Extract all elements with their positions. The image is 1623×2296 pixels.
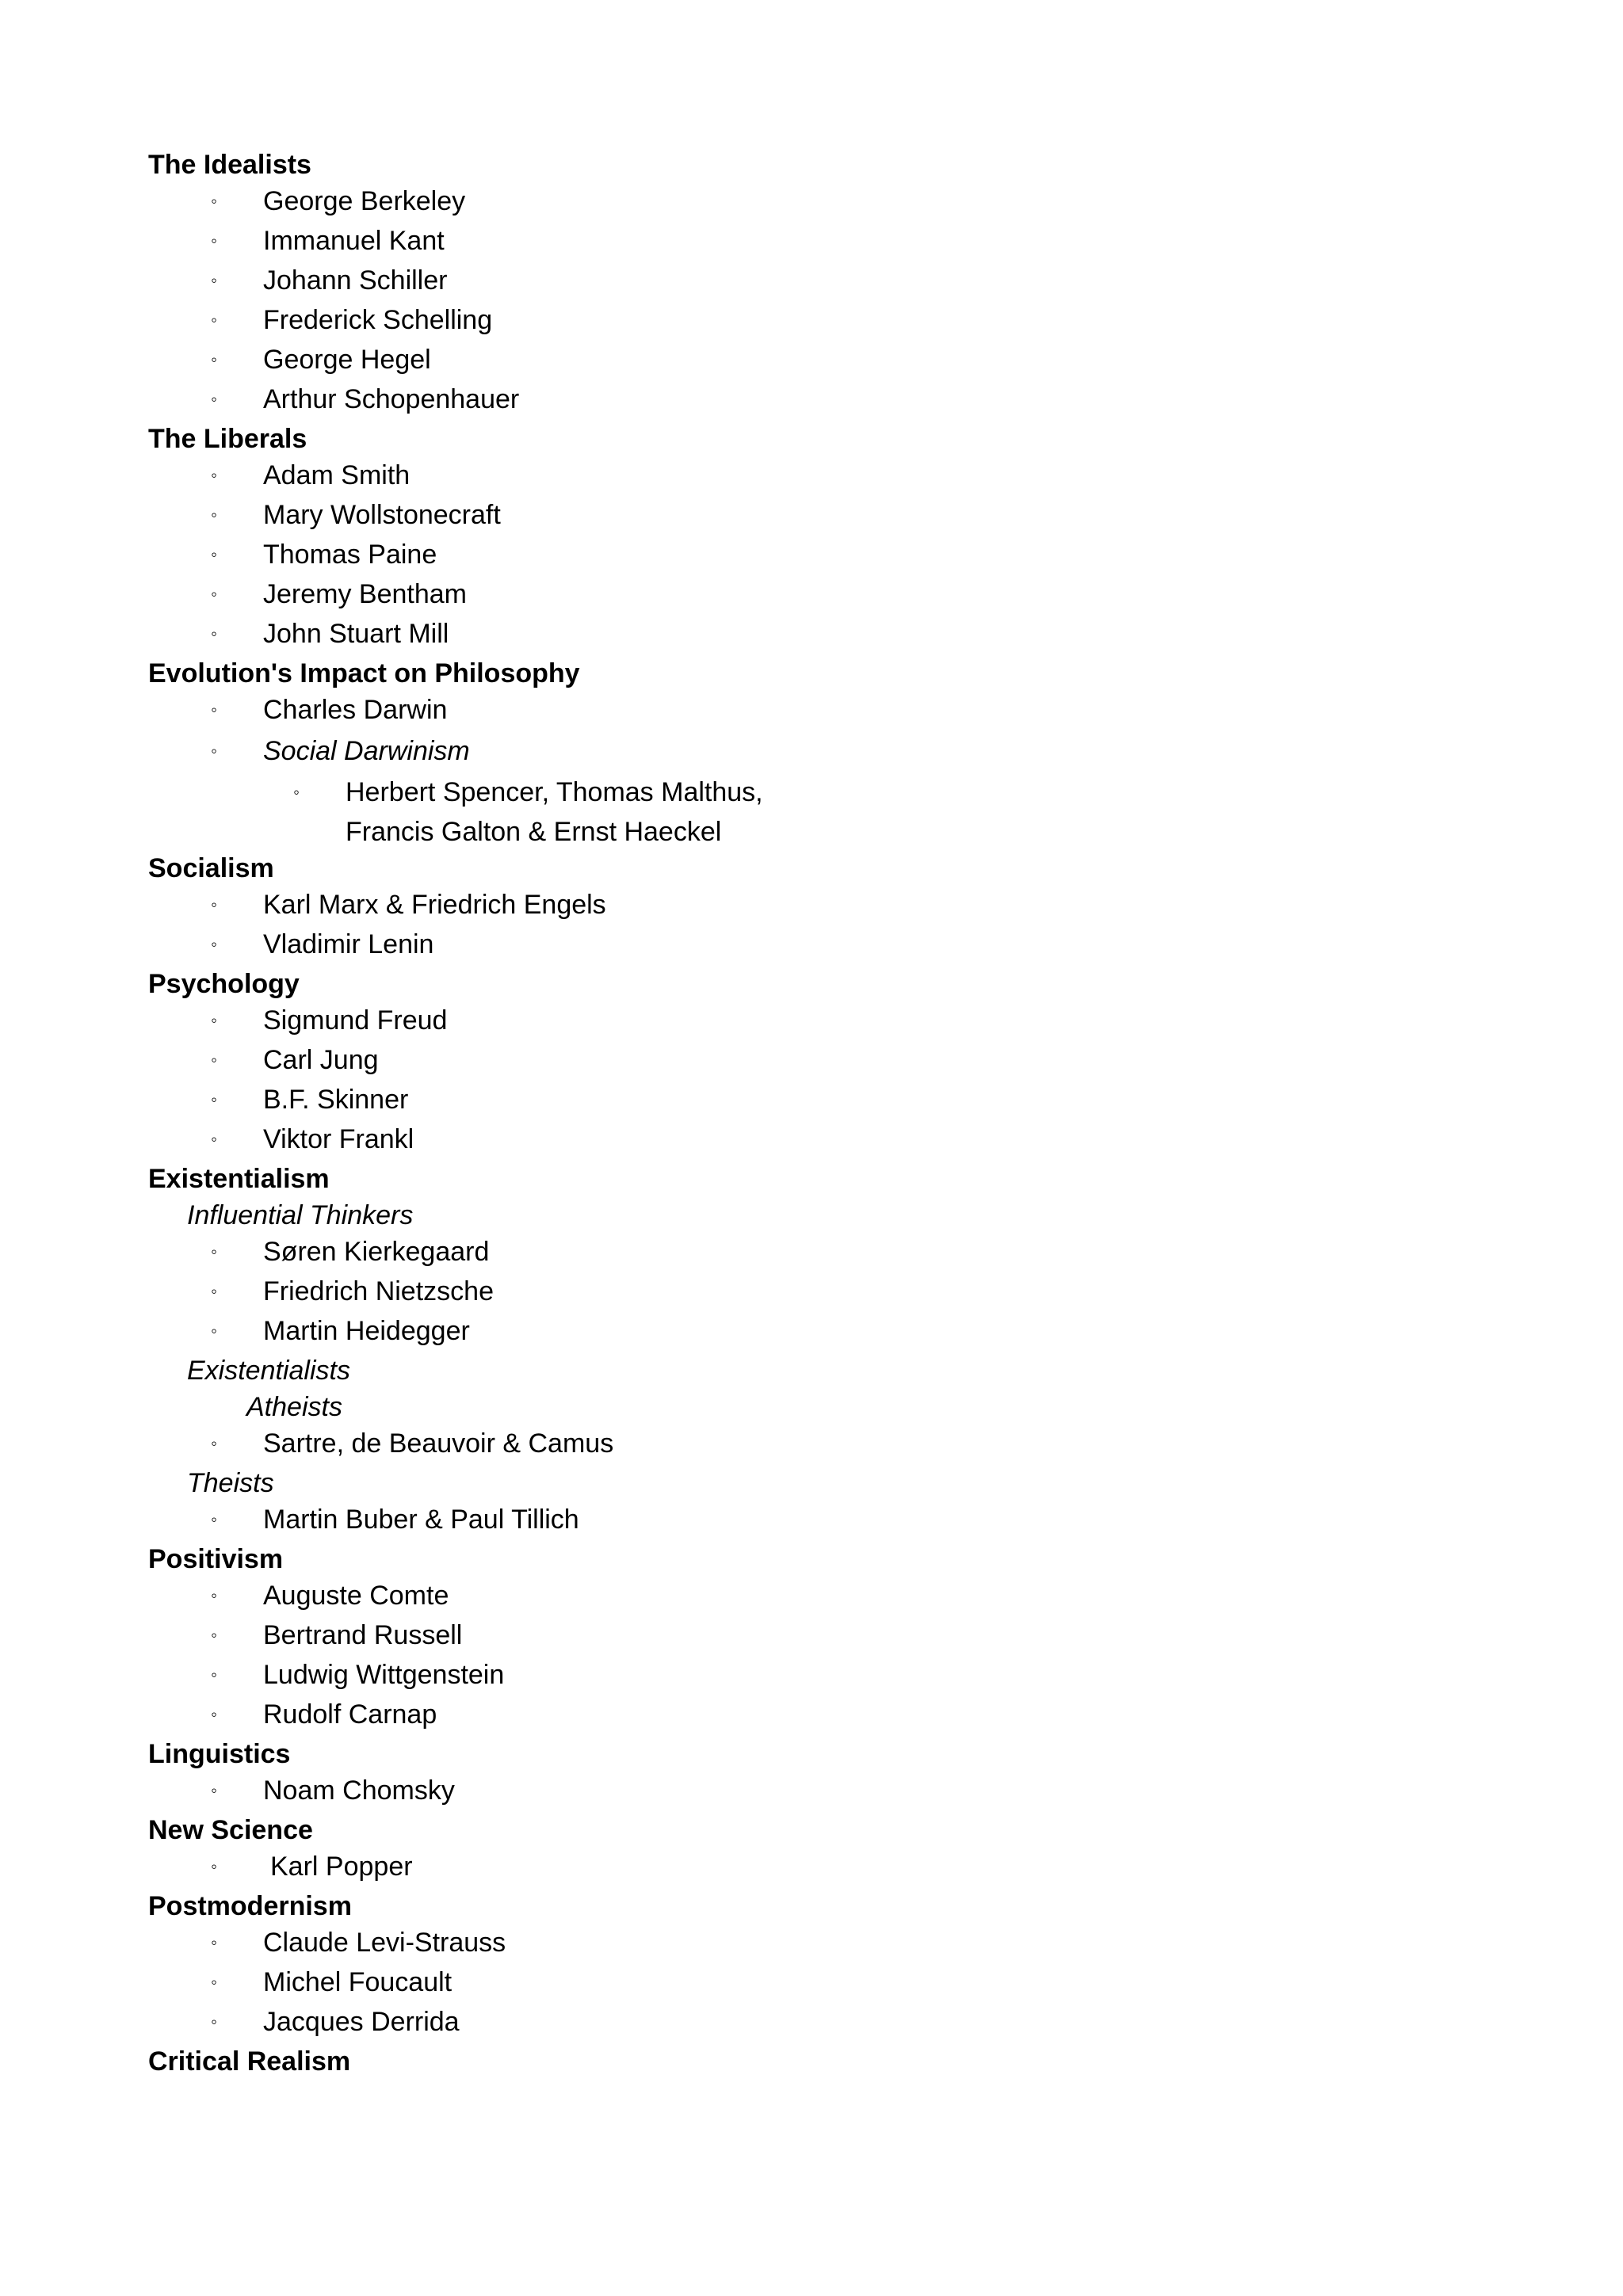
bullet-icon: ◦ (211, 1704, 217, 1724)
list-item: Arthur Schopenhauer (263, 384, 520, 414)
bullet-icon: ◦ (211, 1585, 217, 1605)
list-item: Martin Heidegger (263, 1316, 470, 1346)
section-heading-critical-realism: Critical Realism (148, 2046, 351, 2077)
section-heading-postmodernism: Postmodernism (148, 1891, 352, 1921)
bullet-icon: ◦ (211, 1129, 217, 1149)
list-item: Noam Chomsky (263, 1775, 455, 1806)
nested-list-item: Herbert Spencer, Thomas Malthus, (346, 777, 763, 807)
list-item: Vladimir Lenin (263, 929, 434, 959)
list-item: Jeremy Bentham (263, 579, 467, 609)
bullet-icon: ◦ (211, 349, 217, 369)
section-heading-idealists: The Idealists (148, 150, 311, 180)
list-item: Auguste Comte (263, 1581, 449, 1611)
bullet-icon: ◦ (211, 894, 217, 914)
bullet-icon: ◦ (211, 1780, 217, 1800)
bullet-icon: ◦ (211, 1321, 217, 1341)
bullet-icon: ◦ (211, 465, 217, 485)
list-item: Karl Popper (270, 1852, 413, 1882)
list-item: Karl Marx & Friedrich Engels (263, 890, 606, 920)
list-item: Frederick Schelling (263, 305, 493, 335)
list-item: Immanuel Kant (263, 226, 445, 256)
list-item: Jacques Derrida (263, 2007, 460, 2037)
list-item: Bertrand Russell (263, 1620, 463, 1650)
subheading-existentialists: Existentialists (187, 1356, 350, 1386)
nested-list-item-continuation: Francis Galton & Ernst Haeckel (346, 817, 722, 847)
bullet-icon: ◦ (211, 1010, 217, 1030)
section-heading-socialism: Socialism (148, 853, 274, 883)
bullet-icon: ◦ (211, 584, 217, 604)
bullet-icon: ◦ (211, 1433, 217, 1453)
bullet-icon: ◦ (211, 389, 217, 409)
bullet-icon: ◦ (211, 505, 217, 524)
subheading-theists: Theists (187, 1468, 274, 1498)
bullet-icon: ◦ (211, 544, 217, 564)
bullet-icon: ◦ (211, 1856, 217, 1876)
section-heading-evolution: Evolution's Impact on Philosophy (148, 658, 580, 688)
list-item: Viktor Frankl (263, 1124, 414, 1154)
list-item: George Berkeley (263, 186, 466, 216)
list-item: Carl Jung (263, 1045, 379, 1075)
bullet-icon: ◦ (211, 624, 217, 643)
section-heading-existentialism: Existentialism (148, 1164, 330, 1194)
list-item: Friedrich Nietzsche (263, 1276, 494, 1306)
list-item: Søren Kierkegaard (263, 1237, 490, 1267)
list-item: Ludwig Wittgenstein (263, 1660, 505, 1690)
bullet-icon: ◦ (211, 1241, 217, 1261)
bullet-icon: ◦ (211, 1665, 217, 1684)
list-item: B.F. Skinner (263, 1085, 409, 1115)
bullet-icon: ◦ (211, 1281, 217, 1301)
list-item: Charles Darwin (263, 695, 448, 725)
list-item: Sartre, de Beauvoir & Camus (263, 1428, 614, 1459)
list-item: Sigmund Freud (263, 1005, 448, 1035)
list-item: Adam Smith (263, 460, 411, 490)
list-item: Thomas Paine (263, 540, 437, 570)
list-item: John Stuart Mill (263, 619, 449, 649)
bullet-icon: ◦ (211, 741, 217, 761)
subheading-influential-thinkers: Influential Thinkers (187, 1200, 414, 1230)
bullet-icon: ◦ (211, 310, 217, 330)
bullet-icon: ◦ (211, 2012, 217, 2031)
list-item: George Hegel (263, 345, 431, 375)
list-item: Rudolf Carnap (263, 1699, 437, 1730)
bullet-icon: ◦ (211, 270, 217, 290)
bullet-icon: ◦ (211, 1089, 217, 1109)
bullet-icon: ◦ (211, 1050, 217, 1070)
subheading-atheists: Atheists (246, 1392, 342, 1422)
bullet-icon: ◦ (211, 700, 217, 719)
list-item: Johann Schiller (263, 265, 448, 296)
bullet-icon: ◦ (211, 1972, 217, 1992)
bullet-icon: ◦ (211, 1932, 217, 1952)
bullet-icon: ◦ (293, 782, 300, 802)
bullet-icon: ◦ (211, 1509, 217, 1529)
section-heading-new-science: New Science (148, 1815, 313, 1845)
list-item: Martin Buber & Paul Tillich (263, 1505, 579, 1535)
section-heading-positivism: Positivism (148, 1544, 284, 1574)
section-heading-linguistics: Linguistics (148, 1739, 291, 1769)
list-item: Mary Wollstonecraft (263, 500, 501, 530)
section-heading-psychology: Psychology (148, 969, 300, 999)
section-heading-liberals: The Liberals (148, 424, 307, 454)
bullet-icon: ◦ (211, 934, 217, 954)
bullet-icon: ◦ (211, 1625, 217, 1645)
list-item: Michel Foucault (263, 1967, 453, 1997)
list-item: Claude Levi-Strauss (263, 1928, 506, 1958)
bullet-icon: ◦ (211, 231, 217, 250)
bullet-icon: ◦ (211, 191, 217, 211)
list-item: Social Darwinism (263, 736, 470, 766)
